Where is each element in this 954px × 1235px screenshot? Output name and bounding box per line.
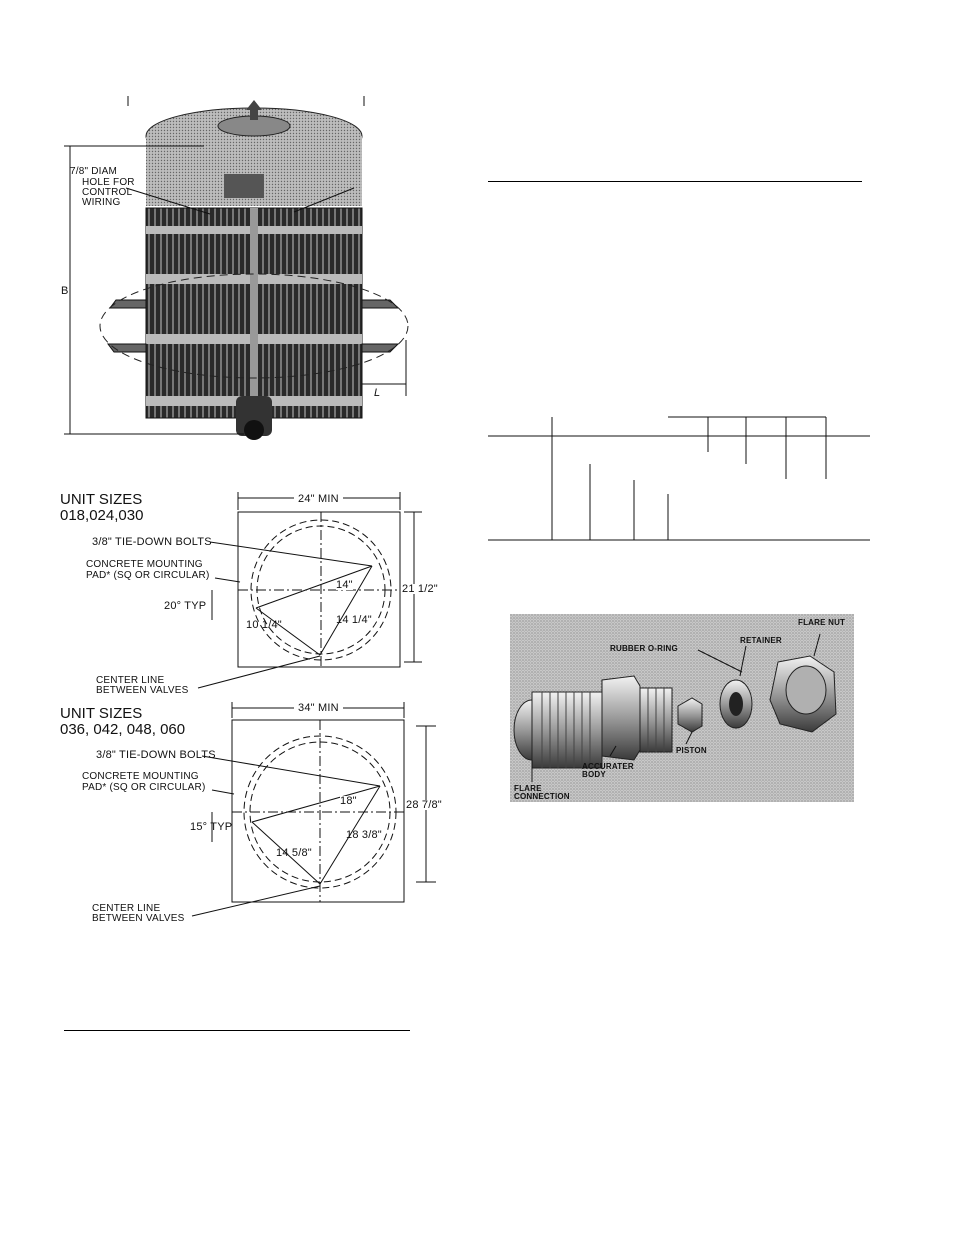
pad-small-angle: 20° TYP [164, 600, 207, 612]
pad-small-d3: 14 1/4" [336, 614, 372, 626]
label-flare-connection-1: FLARE [514, 784, 542, 793]
hole-label-line1: 7/8" DIAM [70, 166, 118, 177]
pad-small-width: 24" MIN [294, 494, 343, 504]
label-flare-nut: FLARE NUT [798, 618, 846, 627]
pad-small-title: UNIT SIZES [60, 491, 143, 508]
hole-label-line2: HOLE FOR [82, 177, 135, 188]
empty-table-frame [486, 410, 886, 560]
pad-small-bolts: 3/8" TIE-DOWN BOLTS [92, 536, 212, 548]
label-accurater-body-1: ACCURATER [582, 762, 634, 771]
pad-large-center1: CENTER LINE [92, 903, 161, 914]
pad-large-d2: 14 5/8" [276, 847, 312, 859]
pad-small-d2: 10 1/4" [246, 619, 282, 631]
pad-small-center2: BETWEEN VALVES [96, 685, 189, 696]
hole-label-line3: CONTROL [82, 187, 133, 198]
pad-large-height: 28 7/8" [406, 799, 442, 811]
label-accurater-body-2: BODY [582, 770, 606, 779]
hole-label-line4: WIRING [82, 197, 121, 208]
pad-small-height: 21 1/2" [402, 583, 438, 595]
divider-left [64, 1030, 410, 1031]
pad-large-width: 34" MIN [294, 703, 343, 713]
label-retainer: RETAINER [740, 636, 782, 645]
pad-diagram-large [40, 700, 450, 930]
pad-small-pad-line1: CONCRETE MOUNTING [86, 559, 203, 570]
pad-large-bolts: 3/8" TIE-DOWN BOLTS [96, 749, 216, 761]
dim-l-label: L [374, 387, 381, 399]
pad-large-d3: 18 3/8" [346, 829, 382, 841]
label-rubber-oring: RUBBER O-RING [610, 644, 678, 653]
pad-large-title: UNIT SIZES [60, 705, 143, 722]
pad-small-center1: CENTER LINE [96, 675, 165, 686]
dim-b-label: B [61, 285, 69, 297]
divider-right-top [488, 181, 862, 182]
pad-large-center2: BETWEEN VALVES [92, 913, 185, 924]
accurater-illustration [510, 614, 854, 802]
pad-small-d1: 14" [336, 579, 353, 591]
label-piston: PISTON [676, 746, 707, 755]
pad-large-d1: 18" [340, 795, 357, 807]
pad-small-sizes: 018,024,030 [60, 507, 144, 524]
pad-small-pad-line2: PAD* (SQ OR CIRCULAR) [86, 570, 210, 581]
pad-large-sizes: 036, 042, 048, 060 [60, 721, 186, 738]
pad-large-pad-line1: CONCRETE MOUNTING [82, 771, 199, 782]
condensing-unit-illustration [64, 96, 414, 446]
unit-photo [61, 96, 414, 446]
pad-diagram-small [40, 480, 440, 695]
pad-large-angle: 15° TYP [190, 821, 233, 833]
label-flare-connection-2: CONNECTION [514, 792, 570, 801]
accurater-photo [510, 614, 854, 802]
pad-large-pad-line2: PAD* (SQ OR CIRCULAR) [82, 782, 206, 793]
